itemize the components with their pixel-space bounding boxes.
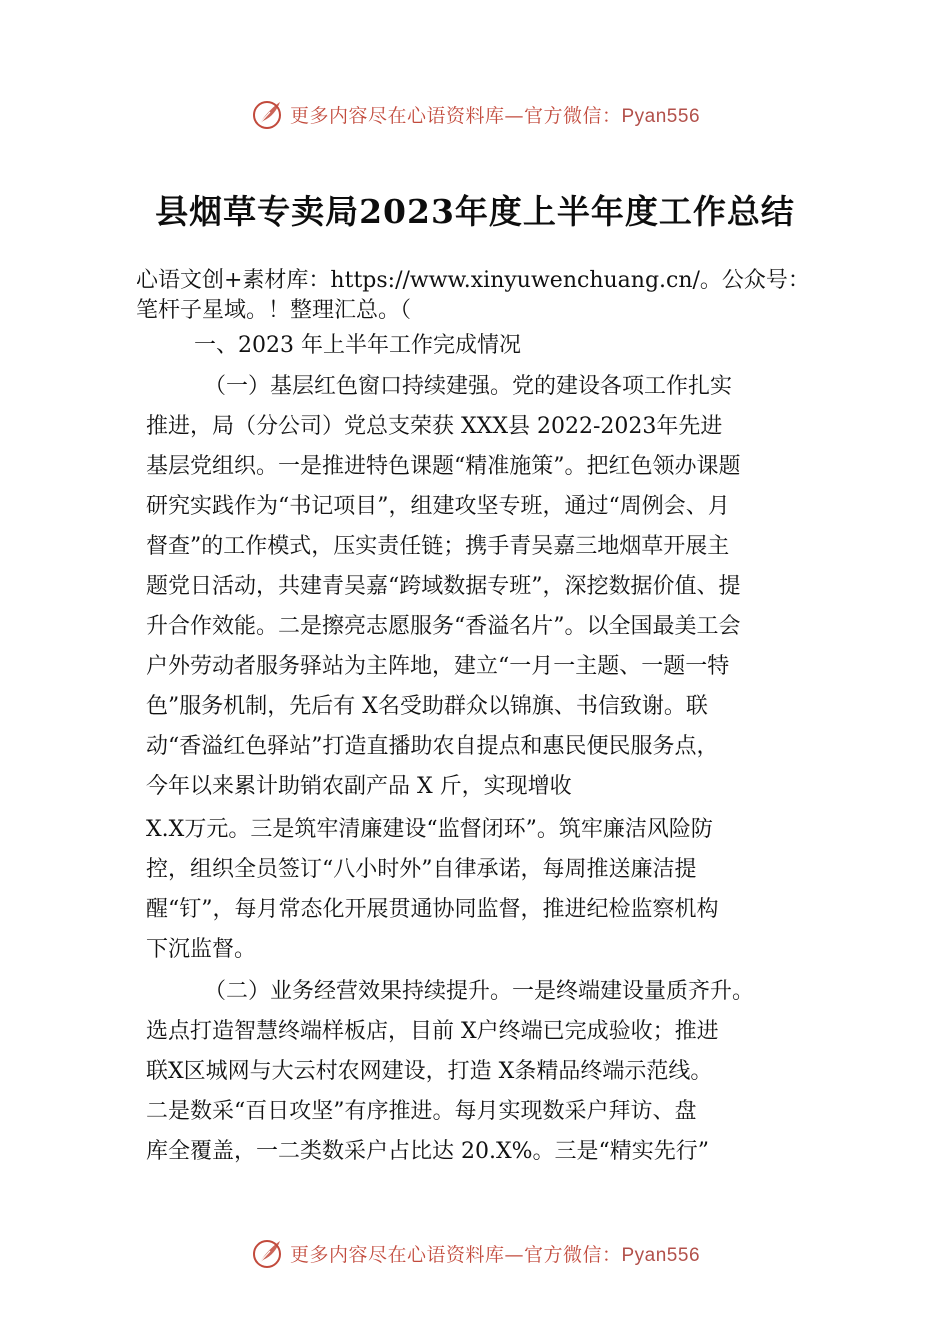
wechat-id: Pyan556 <box>621 1244 701 1266</box>
paragraph-1 <box>146 367 826 807</box>
source-line: 心语文创+素材库：https://www.xinyuwenchuang.cn/。公众号： <box>136 268 810 293</box>
text-line: 醒“钉”，每月常态化开展贯通协同监督，推进纪检监察机构 <box>146 897 719 922</box>
text-line: 色”服务机制，先后有 X名受助群众以锦旗、书信致谢。联 <box>146 694 708 719</box>
paragraph-2 <box>146 972 826 1172</box>
footer-watermark <box>0 1233 950 1273</box>
source-note <box>136 266 856 326</box>
text-line: 推进，局（分公司）党总支荣获 XXX县 2022-2023年先进 <box>146 414 723 439</box>
watermark-text: 更多内容尽在心语资料库—官方微信：Pyan556 <box>289 1243 701 1266</box>
feather-pen-circle-icon <box>250 1236 284 1270</box>
text-line: 今年以来累计助销农副产品 X 斤，实现增收 <box>146 774 572 799</box>
text-line: X.X万元。三是筑牢清廉建设“监督闭环”。筑牢廉洁风险防 <box>146 817 713 842</box>
text-line: （二）业务经营效果持续提升。一是终端建设量质齐升。 <box>204 979 755 1004</box>
text-line: 下沉监督。 <box>146 937 257 962</box>
text-line: 动“香溢红色驿站”打造直播助农自提点和惠民便民服务点， <box>146 734 719 759</box>
text-line: 研究实践作为“书记项目”，组建攻坚专班，通过“周例会、月 <box>146 494 730 519</box>
text-line: 选点打造智慧终端样板店，目前 X户终端已完成验收；推进 <box>146 1019 719 1044</box>
wechat-id: Pyan556 <box>621 105 701 127</box>
text-line: 联X区城网与大云村农网建设，打造 X条精品终端示范线。 <box>146 1059 713 1084</box>
document-title: 县烟草专卖局2023年度上半年度工作总结 <box>155 192 795 231</box>
paragraph-1-continued <box>146 810 826 970</box>
text-line: 督查”的工作模式，压实责任链；携手青吴嘉三地烟草开展主 <box>146 534 730 559</box>
section-heading: 一、2023 年上半年工作完成情况 <box>194 333 521 358</box>
text-line: 题党日活动，共建青吴嘉“跨域数据专班”，深挖数据价值、提 <box>146 574 741 599</box>
watermark-text: 更多内容尽在心语资料库—官方微信：Pyan556 <box>289 104 701 127</box>
text-line: 库全覆盖，一二类数采户占比达 20.X%。三是“精实先行” <box>146 1139 710 1164</box>
text-line: 二是数采“百日攻坚”有序推进。每月实现数采户拜访、盘 <box>146 1099 697 1124</box>
text-line: 基层党组织。一是推进特色课题“精准施策”。把红色领办课题 <box>146 454 741 479</box>
text-line: （一）基层红色窗口持续建强。党的建设各项工作扎实 <box>204 374 733 399</box>
feather-pen-circle-icon <box>250 97 284 131</box>
source-line: 笔杆子星域。！整理汇总。（ <box>136 298 412 323</box>
text-line: 控，组织全员签订“八小时外”自律承诺，每周推送廉洁提 <box>146 857 697 882</box>
text-line: 升合作效能。二是擦亮志愿服务“香溢名片”。以全国最美工会 <box>146 614 741 639</box>
text-line: 户外劳动者服务驿站为主阵地，建立“一月一主题、一题一特 <box>146 654 730 679</box>
header-watermark <box>0 94 950 134</box>
